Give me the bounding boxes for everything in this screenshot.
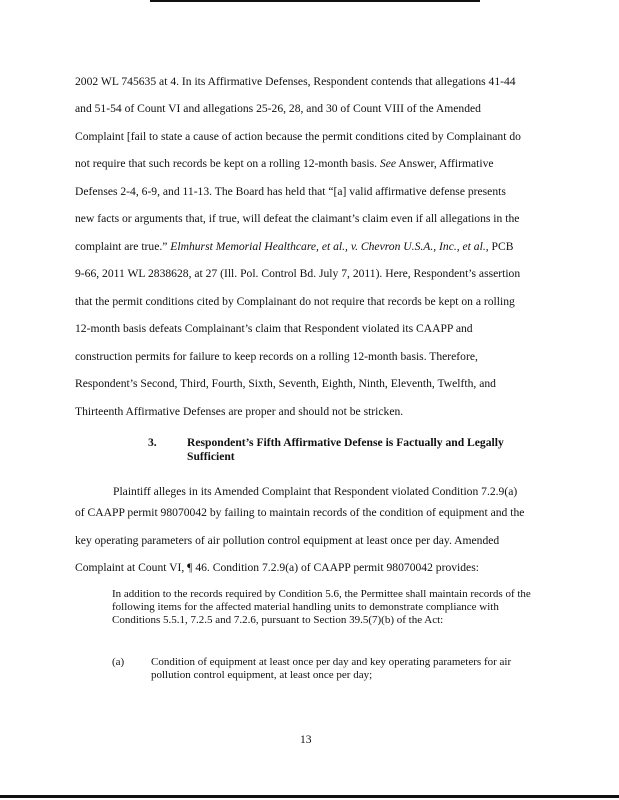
section-number: 3. <box>148 436 157 449</box>
paragraph-line: of CAAPP permit 98070042 by failing to maintain records of the condition of equipment and the <box>75 506 525 519</box>
paragraph-line: Defenses 2-4, 6-9, and 11-13. The Board has held that “[a] valid affirmative defense presents <box>75 185 506 198</box>
paragraph-line-with-case <box>75 240 555 254</box>
paragraph-line: Thirteenth Affirmative Defenses are proper and should not be stricken. <box>75 405 404 418</box>
page-number: 13 <box>300 733 312 746</box>
paragraph-line: that the permit conditions cited by Complainant do not require that records be kept on a rolling <box>75 295 515 308</box>
quote-item-label: (a) <box>112 656 125 668</box>
paragraph-line-with-citation <box>75 157 555 171</box>
paragraph-line-text: complaint are true.” <box>75 240 171 253</box>
see-signal: See <box>379 157 397 170</box>
case-citation: Elmhurst Memorial Healthcare, et al., v. Chevron U.S.A., Inc., et al. <box>170 240 486 253</box>
paragraph-line: construction permits for failure to keep records on a rolling 12-month basis. Therefore, <box>75 350 478 363</box>
paragraph-line: and 51-54 of Count VI and allegations 25-26, 28, and 30 of Count VIII of the Amended <box>75 102 481 115</box>
block-quote: In addition to the records required by Condition 5.6, the Permittee shall maintain records of the following items for the affected material handling units to demonstrate compliance with Conditions 5.5.1, 7.2.5 and 7.2.6, pursuant to Section 39.5(7)(b) of the Act: <box>112 588 531 626</box>
case-citation-tail: , PCB <box>485 240 514 253</box>
paragraph-line: Respondent’s Second, Third, Fourth, Sixth, Seventh, Eighth, Ninth, Eleventh, Twelfth, and <box>75 377 496 390</box>
paragraph-line-text: not require that such records be kept on a rolling 12-month basis. <box>75 157 380 170</box>
paragraph-line: Plaintiff alleges in its Amended Complaint that Respondent violated Condition 7.2.9(a) <box>113 485 518 498</box>
paragraph-line: new facts or arguments that, if true, will defeat the claimant’s claim even if all allegations in the <box>75 212 520 225</box>
paragraph-line: 2002 WL 745635 at 4. In its Affirmative Defenses, Respondent contends that allegations 41-44 <box>75 75 516 88</box>
paragraph-line: Complaint at Count VI, ¶ 46. Condition 7.2.9(a) of CAAPP permit 98070042 provides: <box>75 561 479 574</box>
bottom-rule <box>0 795 619 798</box>
top-rule <box>150 0 480 2</box>
answer-reference: Answer, Affirmative <box>396 157 494 170</box>
paragraph-line: Complaint [fail to state a cause of action because the permit conditions cited by Complainant do <box>75 130 521 143</box>
paragraph-line: 9-66, 2011 WL 2838628, at 27 (Ill. Pol. Control Bd. July 7, 2011). Here, Respondent’s assertion <box>75 267 521 280</box>
quote-item-text: Condition of equipment at least once per day and key operating parameters for air pollution control equipment, at least once per day; <box>151 656 512 681</box>
section-heading: Respondent’s Fifth Affirmative Defense is Factually and Legally Sufficient <box>187 436 504 463</box>
paragraph-line: key operating parameters of air pollution control equipment at least once per day. Amended <box>75 534 500 547</box>
paragraph-line: 12-month basis defeats Complainant’s claim that Respondent violated its CAAPP and <box>75 322 473 335</box>
